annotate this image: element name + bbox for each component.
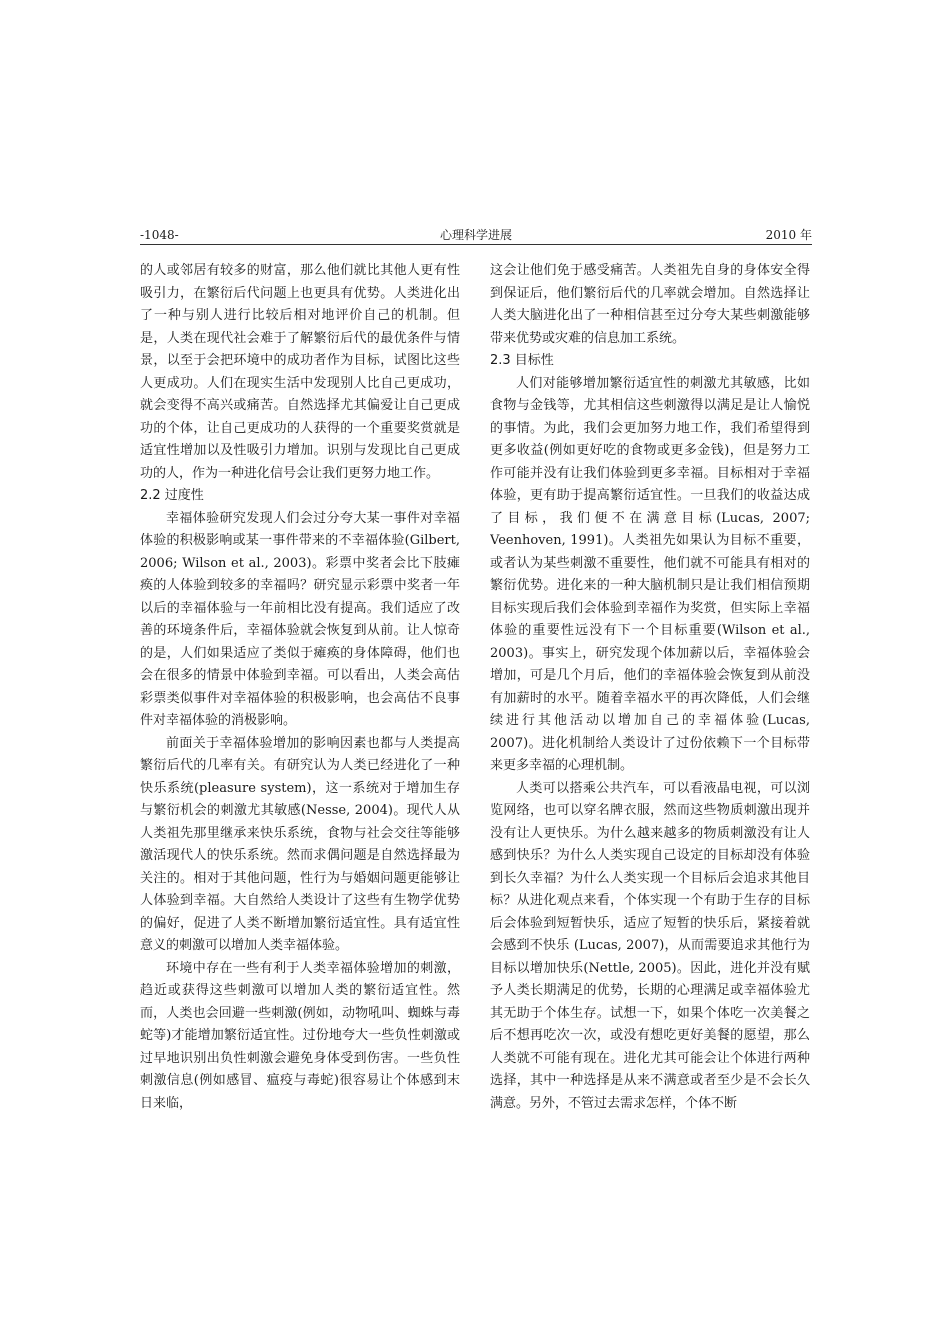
section-heading-2-2: 2.2 过度性 [140,488,204,503]
paragraph: 人类可以搭乘公共汽车，可以看液晶电视，可以浏览网络，也可以穿名牌衣服，然而这些物质刺激出现并没有让人更快乐。为什么越来越多的物质刺激没有让人感到快乐？为什么人类实现自己设定的目标却没有体验到长久幸福？为什么人类实现一个目标后会追求其他目标？从进化观点来看，个体实现一个有助于生存的目标后会体验到短暂快乐，适应了短暂的快乐后，紧接着就会感到不快乐 (Lucas, 2007)，从而需要追求其他行为目标以增加快乐(Nettle, 2005)。因此，进化并没有赋予人类长期满足的优势，长期的心理满足或幸福体验尤其无助于个体生存。试想一下，如果个体吃一次美餐之后不想再吃次一次，或没有想吃更好美餐的愿望，那么人类就不可能有现在。进化尤其可能会让个体进行两种选择，其中一种选择是从来不满意或者至少是不会长久满意。另外，不管过去需求怎样，个体不断 [490,780,810,1111]
paragraph: 前面关于幸福体验增加的影响因素也都与人类提高繁衍后代的几率有关。有研究认为人类已经进化了一种快乐系统(pleasure system)，这一系统对于增加生存与繁衍机会的刺激尤其敏感(Nesse, 2004)。现代人从人类祖先那里继承来快乐系统，食物与社会交往等能够激活现代人的快乐系统。然而求偶问题是自然选择最为关注的。相对于其他问题，性行为与婚姻问题更能够让人体验到幸福。大自然给人类设计了这些有生物学优势的偏好，促进了人类不断增加繁衍适宜性。具有适宜性意义的刺激可以增加人类幸福体验。 [140,735,460,953]
paragraph: 这会让他们免于感受痛苦。人类祖先自身的身体安全得到保证后，他们繁衍后代的几率就会增加。自然选择让人类大脑进化出了一种相信甚至过分夸大某些刺激能够带来优势或灾难的信息加工系统。 [490,263,810,346]
paragraph: 环境中存在一些有利于人类幸福体验增加的刺激，趋近或获得这些刺激可以增加人类的繁衍适宜性。然而，人类也会回避一些刺激(例如，动物吼叫、蜘蛛与毒蛇等)才能增加繁衍适宜性。过份地夸大一些负性刺激或过早地识别出负性刺激会避免身体受到伤害。一些负性刺激信息(例如感冒、瘟疫与毒蛇)很容易让个体感到末日来临， [140,960,460,1111]
page-number: -1048- [140,228,179,242]
journal-title: 心理科学进展 [439,228,512,242]
paragraph: 人们对能够增加繁衍适宜性的刺激尤其敏感，比如食物与金钱等，尤其相信这些刺激得以满足是让人愉悦的事情。为此，我们会更加努力地工作，我们希望得到更多收益(例如更好吃的食物或更多金钱)，但是努力工作可能并没有让我们体验到更多幸福。目标相对于幸福体验，更有助于提高繁衍适宜性。一旦我们的收益达成了目标，我们便不在满意目标(Lucas, 2007; Veenhoven, 1991)。人类祖先如果认为目标不重要，或者认为某些刺激不重要性，他们就不可能具有相对的繁衍优势。进化来的一种大脑机制只是让我们相信预期目标实现后我们会体验到幸福作为奖赏，但实际上幸福体验的重要性远没有下一个目标重要(Wilson et al., 2003)。事实上，研究发现个体加薪以后，幸福体验会增加，可是几个月后，他们的幸福体验会恢复到从前没有加薪时的水平。随着幸福水平的再次降低，人们会继续进行其他活动以增加自己的幸福体验(Lucas, 2007)。进化机制给人类设计了过份依赖下一个目标带来更多幸福的心理机制。 [490,375,810,773]
paragraph: 的人或邻居有较多的财富，那么他们就比其他人更有性吸引力，在繁衍后代问题上也更具有优势。人类进化出了一种与别人进行比较后相对地评价自己的机制。但是，人类在现代社会难于了解繁衍后代的最优条件与情景，以至于会把环境中的成功者作为目标，试图比这些人更成功。人们在现实生活中发现别人比自己更成功，就会变得不高兴或痛苦。自然选择尤其偏爱让自己更成功的个体，让自己更成功的人获得的一个重要奖赏就是适宜性增加以及性吸引力增加。识别与发现比自己更成功的人，作为一种进化信号会让我们更努力地工作。 [140,263,460,481]
running-header [140,226,812,244]
left-column [140,260,460,1260]
section-heading-2-3: 2.3 目标性 [490,353,554,368]
paragraph: 幸福体验研究发现人们会过分夸大某一事件对幸福体验的积极影响或某一事件带来的不幸福体验(Gilbert, 2006; Wilson et al., 2003)。彩票中奖者会比下肢瘫痪的人体验到较多的幸福吗？研究显示彩票中奖者一年以后的幸福体验与一年前相比没有提高。我们适应了改善的环境条件后，幸福体验就会恢复到从前。让人惊奇的是，人们如果适应了类似于瘫痪的身体障碍，他们也会在很多的情景中体验到幸福。可以看出，人类会高估彩票类似事件对幸福体验的积极影响，也会高估不良事件对幸福体验的消极影响。 [140,510,460,728]
publication-year: 2010 年 [765,228,812,242]
right-column [490,260,810,1260]
header-rule [140,244,812,245]
